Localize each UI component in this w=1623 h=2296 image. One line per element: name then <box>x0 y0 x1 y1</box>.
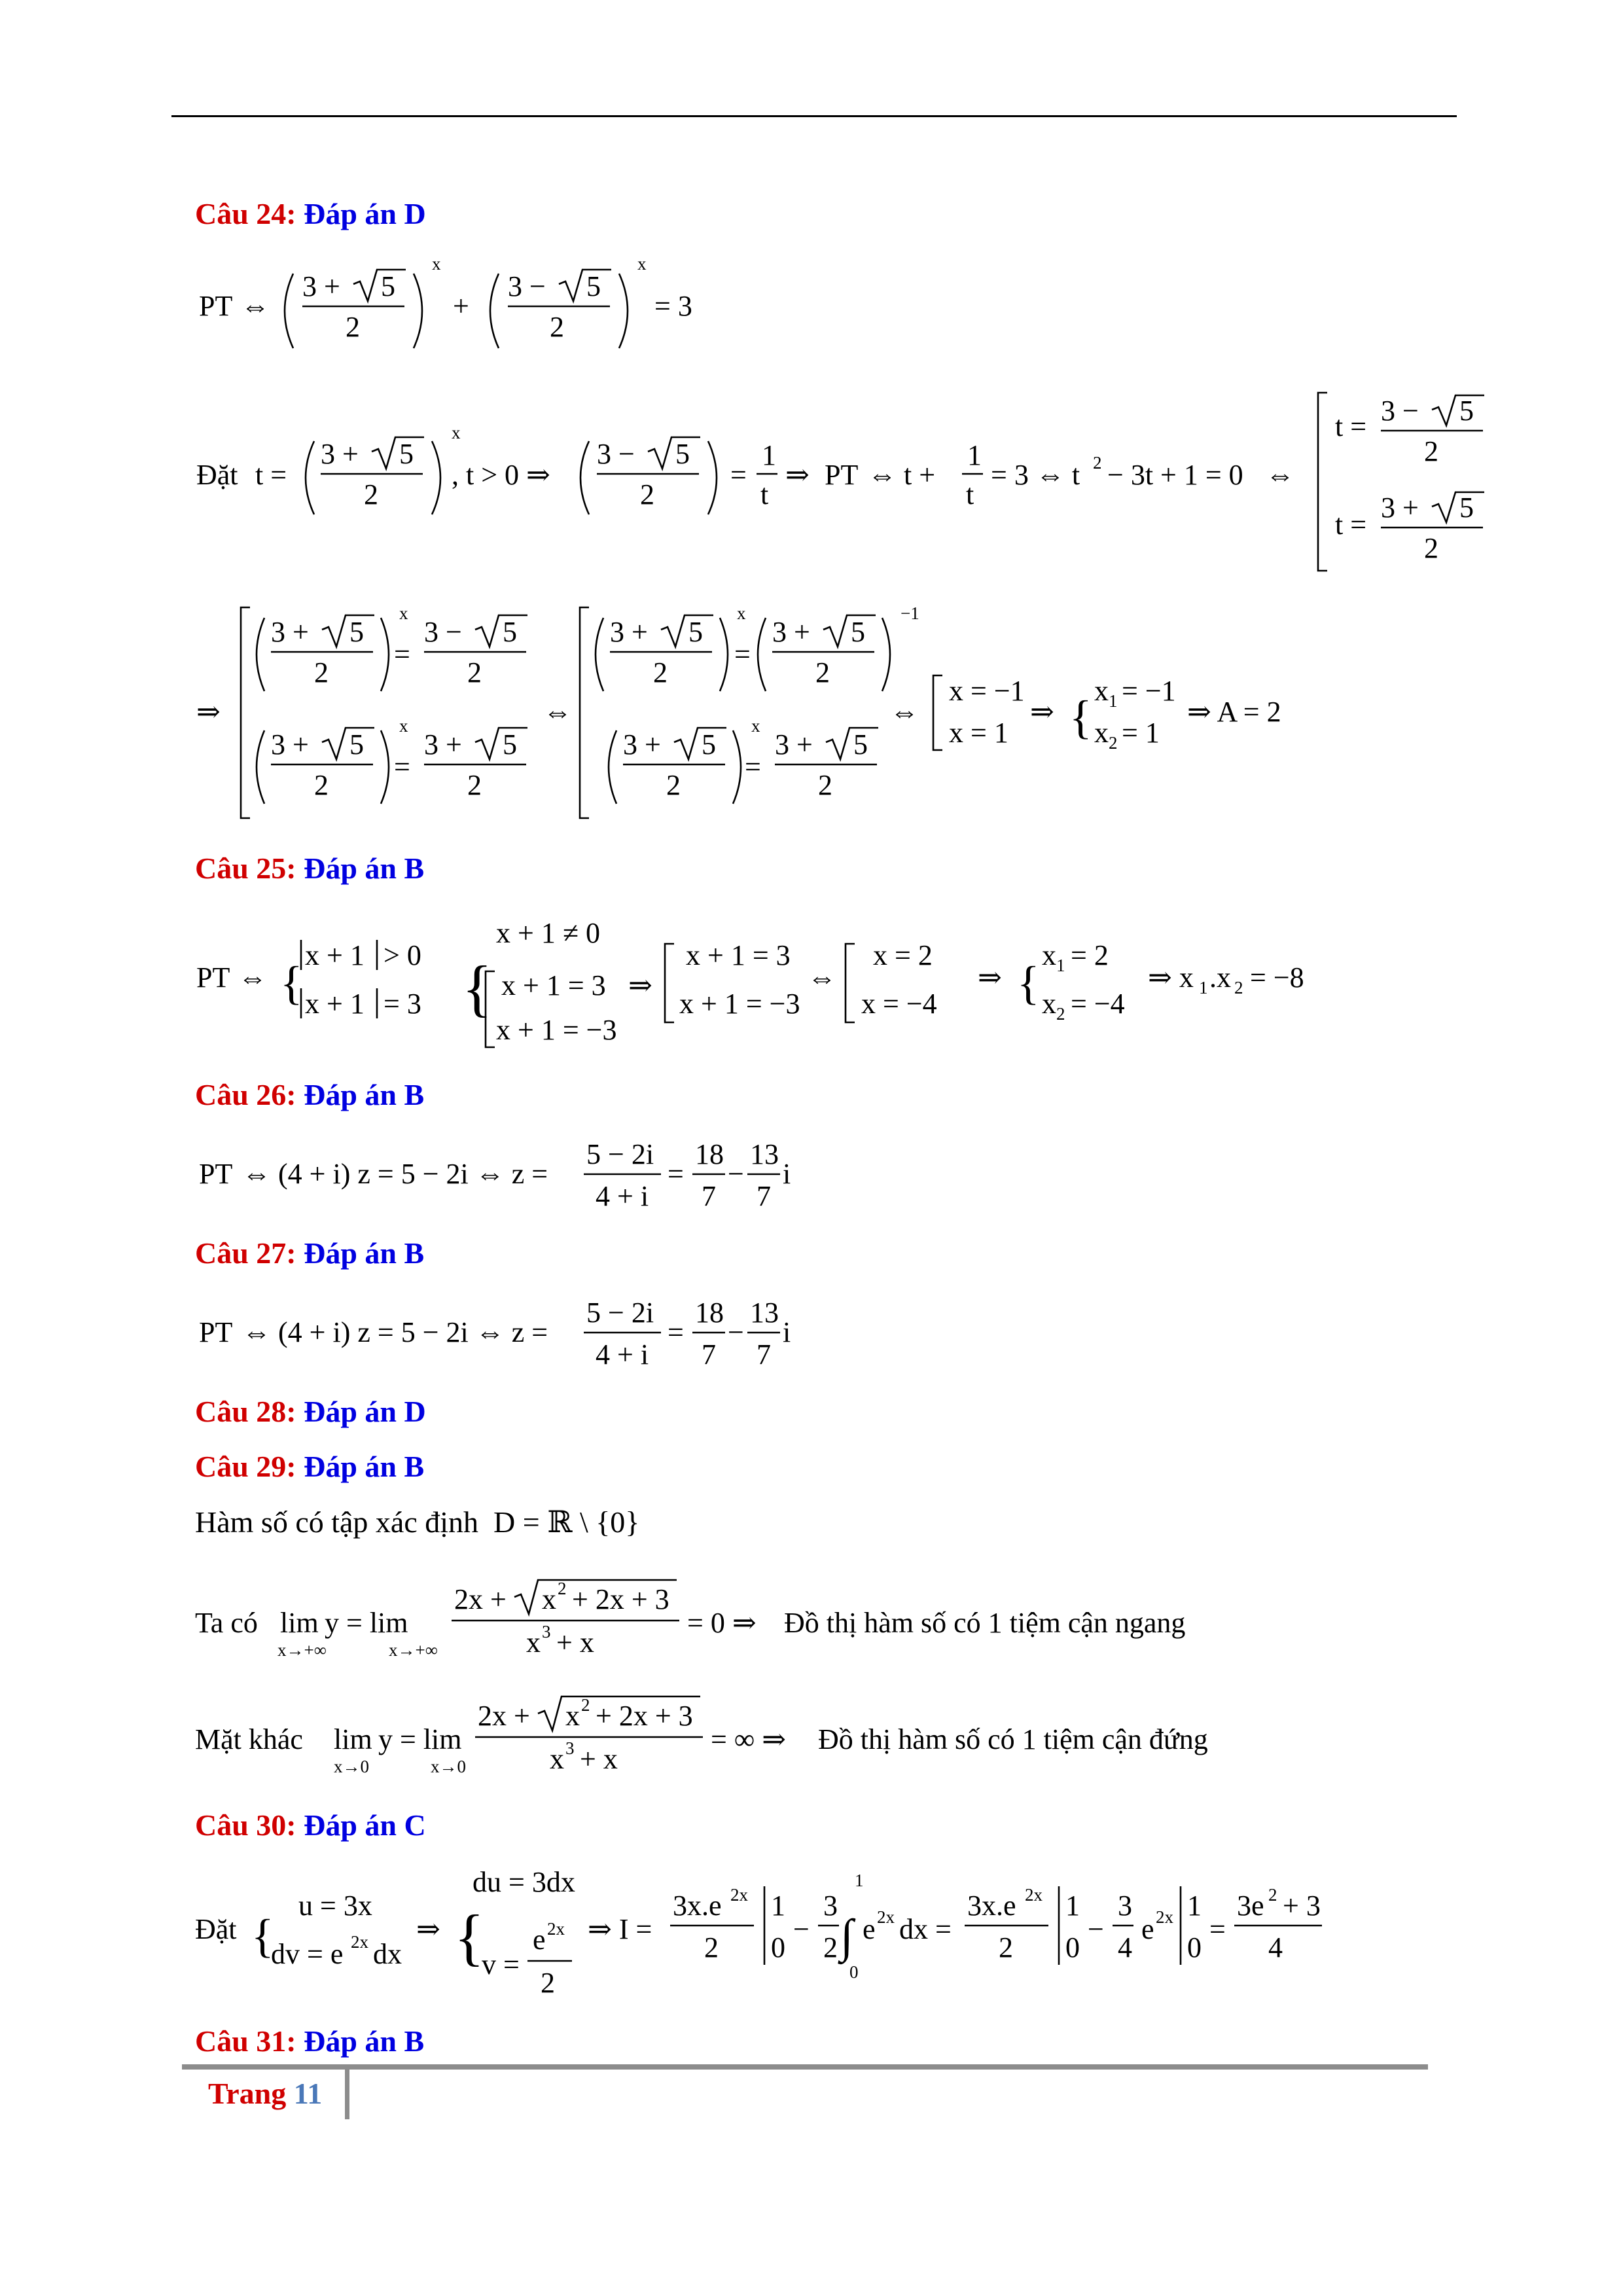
svg-text:t: t <box>760 478 769 511</box>
svg-text:2: 2 <box>314 769 329 801</box>
question-answer: Đáp án B <box>304 1236 425 1270</box>
svg-text:⇒: ⇒ <box>416 1913 440 1945</box>
svg-text:x: x <box>542 1583 556 1615</box>
svg-text:+ 3: + 3 <box>1283 1890 1321 1922</box>
svg-text:x + 1 ≠ 0: x + 1 ≠ 0 <box>496 917 600 949</box>
svg-text:2: 2 <box>1268 1885 1277 1905</box>
svg-text:2: 2 <box>1109 733 1118 753</box>
pt-label: PT <box>199 1158 233 1190</box>
svg-text:1: 1 <box>967 439 982 471</box>
svg-text:1: 1 <box>1187 1890 1202 1922</box>
svg-text:⇒: ⇒ <box>1030 696 1054 728</box>
svg-text:e: e <box>1141 1913 1154 1945</box>
svg-text:2: 2 <box>704 1931 719 1964</box>
svg-text:2: 2 <box>823 1931 838 1964</box>
svg-text:x = −4: x = −4 <box>861 988 937 1020</box>
svg-text:5: 5 <box>586 270 601 302</box>
svg-text:x: x <box>1094 717 1109 749</box>
svg-text:3 +: 3 + <box>271 728 309 761</box>
svg-text:2: 2 <box>541 1967 555 1999</box>
question-24-heading <box>195 196 426 231</box>
svg-text:x = −1: x = −1 <box>949 675 1025 707</box>
header-rule <box>171 115 1457 117</box>
svg-text:dv = e: dv = e <box>271 1938 344 1970</box>
svg-text:x: x <box>526 1626 541 1659</box>
svg-text:1: 1 <box>855 1871 864 1890</box>
svg-text:=: = <box>394 638 410 670</box>
svg-text:2: 2 <box>550 311 564 343</box>
question-number: Câu 29: <box>195 1450 296 1483</box>
svg-text:{: { <box>1017 957 1040 1009</box>
svg-text:+ x: + x <box>580 1743 618 1775</box>
svg-text:3 +: 3 + <box>302 270 340 302</box>
svg-text:x: x <box>1094 675 1109 707</box>
svg-text:x: x <box>1042 988 1056 1020</box>
q27-equation <box>196 1291 851 1382</box>
svg-text:x: x <box>737 603 746 623</box>
question-29-heading <box>195 1449 424 1484</box>
svg-text:x: x <box>565 1700 580 1732</box>
svg-text:x + 1 = 3: x + 1 = 3 <box>501 969 606 1001</box>
svg-text:2x +: 2x + <box>478 1700 530 1732</box>
question-number: Câu 28: <box>195 1395 296 1428</box>
svg-text:=: = <box>745 751 761 783</box>
svg-text:x: x <box>432 254 441 274</box>
svg-text:x→0: x→0 <box>334 1757 369 1776</box>
svg-text:5: 5 <box>503 728 517 761</box>
svg-text:dx =: dx = <box>899 1913 952 1945</box>
svg-text:⇔: ⇔ <box>1266 459 1294 491</box>
svg-text:+ 2x + 3: + 2x + 3 <box>596 1700 693 1732</box>
svg-text:{: { <box>454 1902 485 1972</box>
svg-text:2: 2 <box>314 656 329 689</box>
svg-text:1: 1 <box>1199 978 1208 997</box>
svg-text:0: 0 <box>771 1931 785 1964</box>
svg-text:−: − <box>793 1913 810 1945</box>
svg-text:5: 5 <box>1459 395 1474 427</box>
svg-text:=: = <box>668 1316 684 1348</box>
svg-text:∫: ∫ <box>840 1910 853 1962</box>
pt-label: PT <box>196 961 230 994</box>
svg-text:2x +: 2x + <box>454 1583 507 1615</box>
svg-text:⇔: ⇔ <box>543 696 572 728</box>
svg-text:⇒: ⇒ <box>978 961 1002 994</box>
svg-text:− 3t + 1 = 0: − 3t + 1 = 0 <box>1107 459 1243 491</box>
question-answer: Đáp án D <box>304 1395 426 1428</box>
svg-text:y = lim: y = lim <box>325 1607 408 1639</box>
domain-statement <box>195 1504 639 1539</box>
svg-text:⇒: ⇒ <box>785 459 810 491</box>
svg-text:2: 2 <box>364 478 378 511</box>
q25-equation <box>196 906 1309 1063</box>
question-25-heading <box>195 851 424 886</box>
svg-text:2: 2 <box>346 311 360 343</box>
svg-text:2: 2 <box>640 478 654 511</box>
svg-text:.x: .x <box>1209 961 1231 994</box>
svg-text:2: 2 <box>1056 1004 1065 1024</box>
pt-label: PT <box>199 290 233 322</box>
svg-text:−: − <box>1088 1913 1104 1945</box>
svg-text:2: 2 <box>467 656 482 689</box>
svg-text:+ 2x + 3: + 2x + 3 <box>572 1583 669 1615</box>
svg-text:2: 2 <box>1424 532 1438 564</box>
svg-text:0: 0 <box>849 1962 859 1982</box>
svg-text:⇔ (4 + i) z = 5 − 2i ⇔ z =: ⇔ (4 + i) z = 5 − 2i ⇔ z = <box>242 1158 548 1190</box>
svg-text:y = lim: y = lim <box>378 1723 462 1755</box>
svg-text:3 −: 3 − <box>508 270 546 302</box>
svg-text:5: 5 <box>381 270 395 302</box>
svg-text:0: 0 <box>1187 1931 1202 1964</box>
svg-text:2: 2 <box>558 1579 567 1598</box>
svg-text:⇔: ⇔ <box>238 961 267 994</box>
svg-text:2: 2 <box>1424 435 1438 467</box>
svg-text:⇒: ⇒ <box>628 969 652 1001</box>
question-number: Câu 27: <box>195 1236 296 1270</box>
svg-text:{: { <box>280 957 303 1009</box>
svg-text:3x.e: 3x.e <box>967 1890 1016 1922</box>
svg-text:−: − <box>728 1158 744 1190</box>
svg-text:x→+∞: x→+∞ <box>277 1640 327 1660</box>
svg-text:i: i <box>783 1158 791 1190</box>
svg-text:2x: 2x <box>547 1919 565 1939</box>
svg-text:=: = <box>730 459 747 491</box>
svg-text:1: 1 <box>1056 956 1065 975</box>
svg-text:x: x <box>399 603 408 623</box>
svg-text:1: 1 <box>1109 691 1118 711</box>
svg-text:x: x <box>452 423 461 442</box>
svg-text:2: 2 <box>815 656 830 689</box>
svg-text:13: 13 <box>750 1138 779 1170</box>
ta-co-label: Ta có <box>195 1607 258 1639</box>
q26-equation <box>196 1132 851 1224</box>
q24-equation-3 <box>196 602 1407 825</box>
svg-text:3 +: 3 + <box>610 616 648 648</box>
svg-text:x + 1 = −3: x + 1 = −3 <box>496 1014 617 1046</box>
svg-text:3 −: 3 − <box>597 438 635 470</box>
question-answer: Đáp án D <box>304 197 426 230</box>
pt-label: PT <box>199 1316 233 1348</box>
svg-text:t =: t = <box>1335 509 1367 541</box>
svg-text:i: i <box>783 1316 791 1348</box>
svg-text:5 − 2i: 5 − 2i <box>586 1138 654 1170</box>
svg-text:1: 1 <box>1065 1890 1080 1922</box>
svg-text:= 1: = 1 <box>1122 717 1160 749</box>
svg-text:2x: 2x <box>351 1932 368 1952</box>
svg-text:3 −: 3 − <box>1381 395 1419 427</box>
svg-text:e: e <box>863 1913 876 1945</box>
svg-text:⇒: ⇒ <box>196 696 221 728</box>
question-number: Câu 31: <box>195 2024 296 2058</box>
question-number: Câu 30: <box>195 1808 296 1842</box>
svg-text:x: x <box>637 254 647 274</box>
svg-text:−: − <box>728 1316 744 1348</box>
svg-text:x + 1: x + 1 <box>305 988 365 1020</box>
question-number: Câu 25: <box>195 852 296 885</box>
svg-text:=: = <box>668 1158 684 1190</box>
svg-text:7: 7 <box>757 1338 771 1371</box>
svg-text:t =: t = <box>255 459 287 491</box>
svg-text:⇔: ⇔ <box>890 696 919 728</box>
svg-text:5: 5 <box>851 616 865 648</box>
svg-text:2: 2 <box>581 1695 590 1715</box>
svg-text:1: 1 <box>771 1890 785 1922</box>
svg-text:lim: lim <box>334 1723 372 1755</box>
svg-text:2: 2 <box>999 1931 1013 1964</box>
svg-text:3 −: 3 − <box>424 616 462 648</box>
svg-text:4 + i: 4 + i <box>596 1338 649 1371</box>
svg-text:18: 18 <box>695 1138 724 1170</box>
svg-text:⇒ A = 2: ⇒ A = 2 <box>1187 696 1281 728</box>
svg-text:x: x <box>550 1743 564 1775</box>
page-number: 11 <box>293 2077 323 2110</box>
svg-text:7: 7 <box>702 1180 716 1212</box>
question-answer: Đáp án B <box>304 1078 425 1111</box>
svg-text:3: 3 <box>823 1890 838 1922</box>
footer-rule <box>182 2064 1428 2070</box>
question-answer: Đáp án B <box>304 852 425 885</box>
svg-text:= 3: = 3 <box>654 290 692 322</box>
svg-text:+ x: + x <box>556 1626 594 1659</box>
svg-text:3 +: 3 + <box>772 616 810 648</box>
svg-text:4: 4 <box>1118 1931 1132 1964</box>
q30-equation <box>195 1860 1373 2011</box>
svg-text:2: 2 <box>653 656 668 689</box>
horizontal-asymptote-text: Đồ thị hàm số có 1 tiệm cận ngang <box>784 1607 1186 1639</box>
svg-text:3e: 3e <box>1237 1890 1264 1922</box>
svg-text:lim: lim <box>280 1607 319 1639</box>
svg-text:3x.e: 3x.e <box>673 1890 722 1922</box>
svg-text:2x: 2x <box>730 1885 748 1905</box>
svg-text:t =: t = <box>1335 410 1367 442</box>
svg-text:3 +: 3 + <box>271 616 309 648</box>
svg-text:{: { <box>251 1910 274 1962</box>
svg-text:7: 7 <box>702 1338 716 1371</box>
svg-text:−1: −1 <box>901 603 919 623</box>
svg-text:5: 5 <box>853 728 868 761</box>
pt-label: PT <box>825 459 859 491</box>
q29-limit-2 <box>195 1687 1308 1792</box>
svg-text:x + 1 = −3: x + 1 = −3 <box>679 988 800 1020</box>
svg-text:e: e <box>533 1924 546 1956</box>
svg-text:=: = <box>1209 1913 1226 1945</box>
svg-text:5: 5 <box>503 616 517 648</box>
question-number: Câu 24: <box>195 197 296 230</box>
svg-text:x = 2: x = 2 <box>873 939 933 971</box>
svg-text:7: 7 <box>757 1180 771 1212</box>
question-30-heading <box>195 1808 426 1842</box>
svg-text:x→0: x→0 <box>431 1757 466 1776</box>
svg-text:{: { <box>1069 691 1092 744</box>
svg-text:3 +: 3 + <box>775 728 813 761</box>
svg-text:x: x <box>399 716 408 736</box>
mat-khac-label: Mặt khác <box>195 1723 303 1755</box>
svg-text:2: 2 <box>818 769 832 801</box>
question-31-heading <box>195 2024 424 2058</box>
svg-text:3: 3 <box>565 1738 575 1758</box>
svg-text:⇔: ⇔ <box>241 290 270 322</box>
svg-text:x→+∞: x→+∞ <box>389 1640 438 1660</box>
svg-text:⇔ (4 + i) z = 5 − 2i ⇔ z =: ⇔ (4 + i) z = 5 − 2i ⇔ z = <box>242 1316 548 1348</box>
svg-text:du = 3dx: du = 3dx <box>473 1866 575 1898</box>
svg-text:2: 2 <box>467 769 482 801</box>
svg-text:+: + <box>453 290 469 322</box>
svg-text:= −4: = −4 <box>1071 988 1125 1020</box>
svg-text:=: = <box>394 751 410 783</box>
svg-text:t: t <box>966 478 974 511</box>
svg-text:5 − 2i: 5 − 2i <box>586 1297 654 1329</box>
svg-text:= 2: = 2 <box>1071 939 1109 971</box>
svg-text:5: 5 <box>399 438 414 470</box>
q24-equation-1 <box>196 255 720 367</box>
question-answer: Đáp án C <box>304 1808 426 1842</box>
svg-text:3 +: 3 + <box>1381 492 1419 524</box>
svg-text:⇒ I =: ⇒ I = <box>588 1913 652 1945</box>
svg-text:=: = <box>734 638 751 670</box>
svg-text:⇒ x: ⇒ x <box>1148 961 1194 994</box>
svg-text:x + 1: x + 1 <box>305 939 365 971</box>
question-27-heading <box>195 1236 424 1270</box>
q29-limit-1 <box>195 1571 1308 1676</box>
question-28-heading <box>195 1394 426 1429</box>
vertical-asymptote-text: Đồ thị hàm số có 1 tiệm cận đứng <box>818 1723 1208 1755</box>
dat-label: Đặt <box>195 1913 237 1945</box>
svg-text:3 +: 3 + <box>321 438 359 470</box>
svg-text:5: 5 <box>702 728 716 761</box>
svg-text:5: 5 <box>688 616 703 648</box>
q24-equation-2 <box>196 386 1474 583</box>
footer-separator <box>345 2068 349 2119</box>
svg-text:2: 2 <box>666 769 681 801</box>
question-number: Câu 26: <box>195 1078 296 1111</box>
svg-text:4: 4 <box>1268 1931 1283 1964</box>
svg-text:4 + i: 4 + i <box>596 1180 649 1212</box>
svg-text:3 +: 3 + <box>424 728 462 761</box>
svg-text:dx: dx <box>373 1938 402 1970</box>
svg-text:3: 3 <box>542 1622 551 1641</box>
svg-text:2: 2 <box>1234 978 1243 997</box>
svg-text:1: 1 <box>762 439 776 471</box>
svg-text:⇔ t +: ⇔ t + <box>868 459 936 491</box>
dat-label: Đặt <box>196 459 238 491</box>
svg-text:, t > 0 ⇒: , t > 0 ⇒ <box>452 459 550 491</box>
svg-text:5: 5 <box>349 728 364 761</box>
svg-text:= 3 ⇔ t: = 3 ⇔ t <box>991 459 1080 491</box>
svg-text:13: 13 <box>750 1297 779 1329</box>
svg-text:2x: 2x <box>1156 1907 1173 1927</box>
svg-text:x + 1 = 3: x + 1 = 3 <box>686 939 791 971</box>
svg-text:5: 5 <box>675 438 690 470</box>
svg-text:3 +: 3 + <box>623 728 661 761</box>
svg-text:= 3: = 3 <box>383 988 421 1020</box>
svg-text:= −1: = −1 <box>1122 675 1176 707</box>
svg-text:0: 0 <box>1065 1931 1080 1964</box>
svg-text:{: { <box>462 953 493 1023</box>
svg-text:3: 3 <box>1118 1890 1132 1922</box>
svg-text:2: 2 <box>1093 453 1102 473</box>
svg-text:v =: v = <box>482 1948 520 1981</box>
question-answer: Đáp án B <box>304 1450 425 1483</box>
domain-formula: D = ℝ \ {0} <box>486 1505 640 1539</box>
question-26-heading <box>195 1077 424 1112</box>
svg-text:⇔: ⇔ <box>808 961 836 994</box>
svg-text:u = 3x: u = 3x <box>298 1890 372 1922</box>
svg-text:x: x <box>751 716 760 736</box>
question-answer: Đáp án B <box>304 2024 425 2058</box>
svg-text:x: x <box>1042 939 1056 971</box>
svg-text:18: 18 <box>695 1297 724 1329</box>
svg-text:= 0 ⇒: = 0 ⇒ <box>687 1607 757 1639</box>
svg-text:= −8: = −8 <box>1250 961 1304 994</box>
svg-text:2x: 2x <box>1025 1885 1043 1905</box>
svg-text:5: 5 <box>349 616 364 648</box>
footer-label: Trang <box>208 2077 287 2110</box>
svg-text:x = 1: x = 1 <box>949 717 1008 749</box>
svg-text:= ∞ ⇒: = ∞ ⇒ <box>711 1723 787 1755</box>
svg-text:5: 5 <box>1459 492 1474 524</box>
page-footer <box>208 2076 322 2111</box>
svg-text:2x: 2x <box>877 1907 895 1927</box>
domain-text: Hàm số có tập xác định <box>195 1505 479 1539</box>
svg-text:> 0: > 0 <box>383 939 421 971</box>
